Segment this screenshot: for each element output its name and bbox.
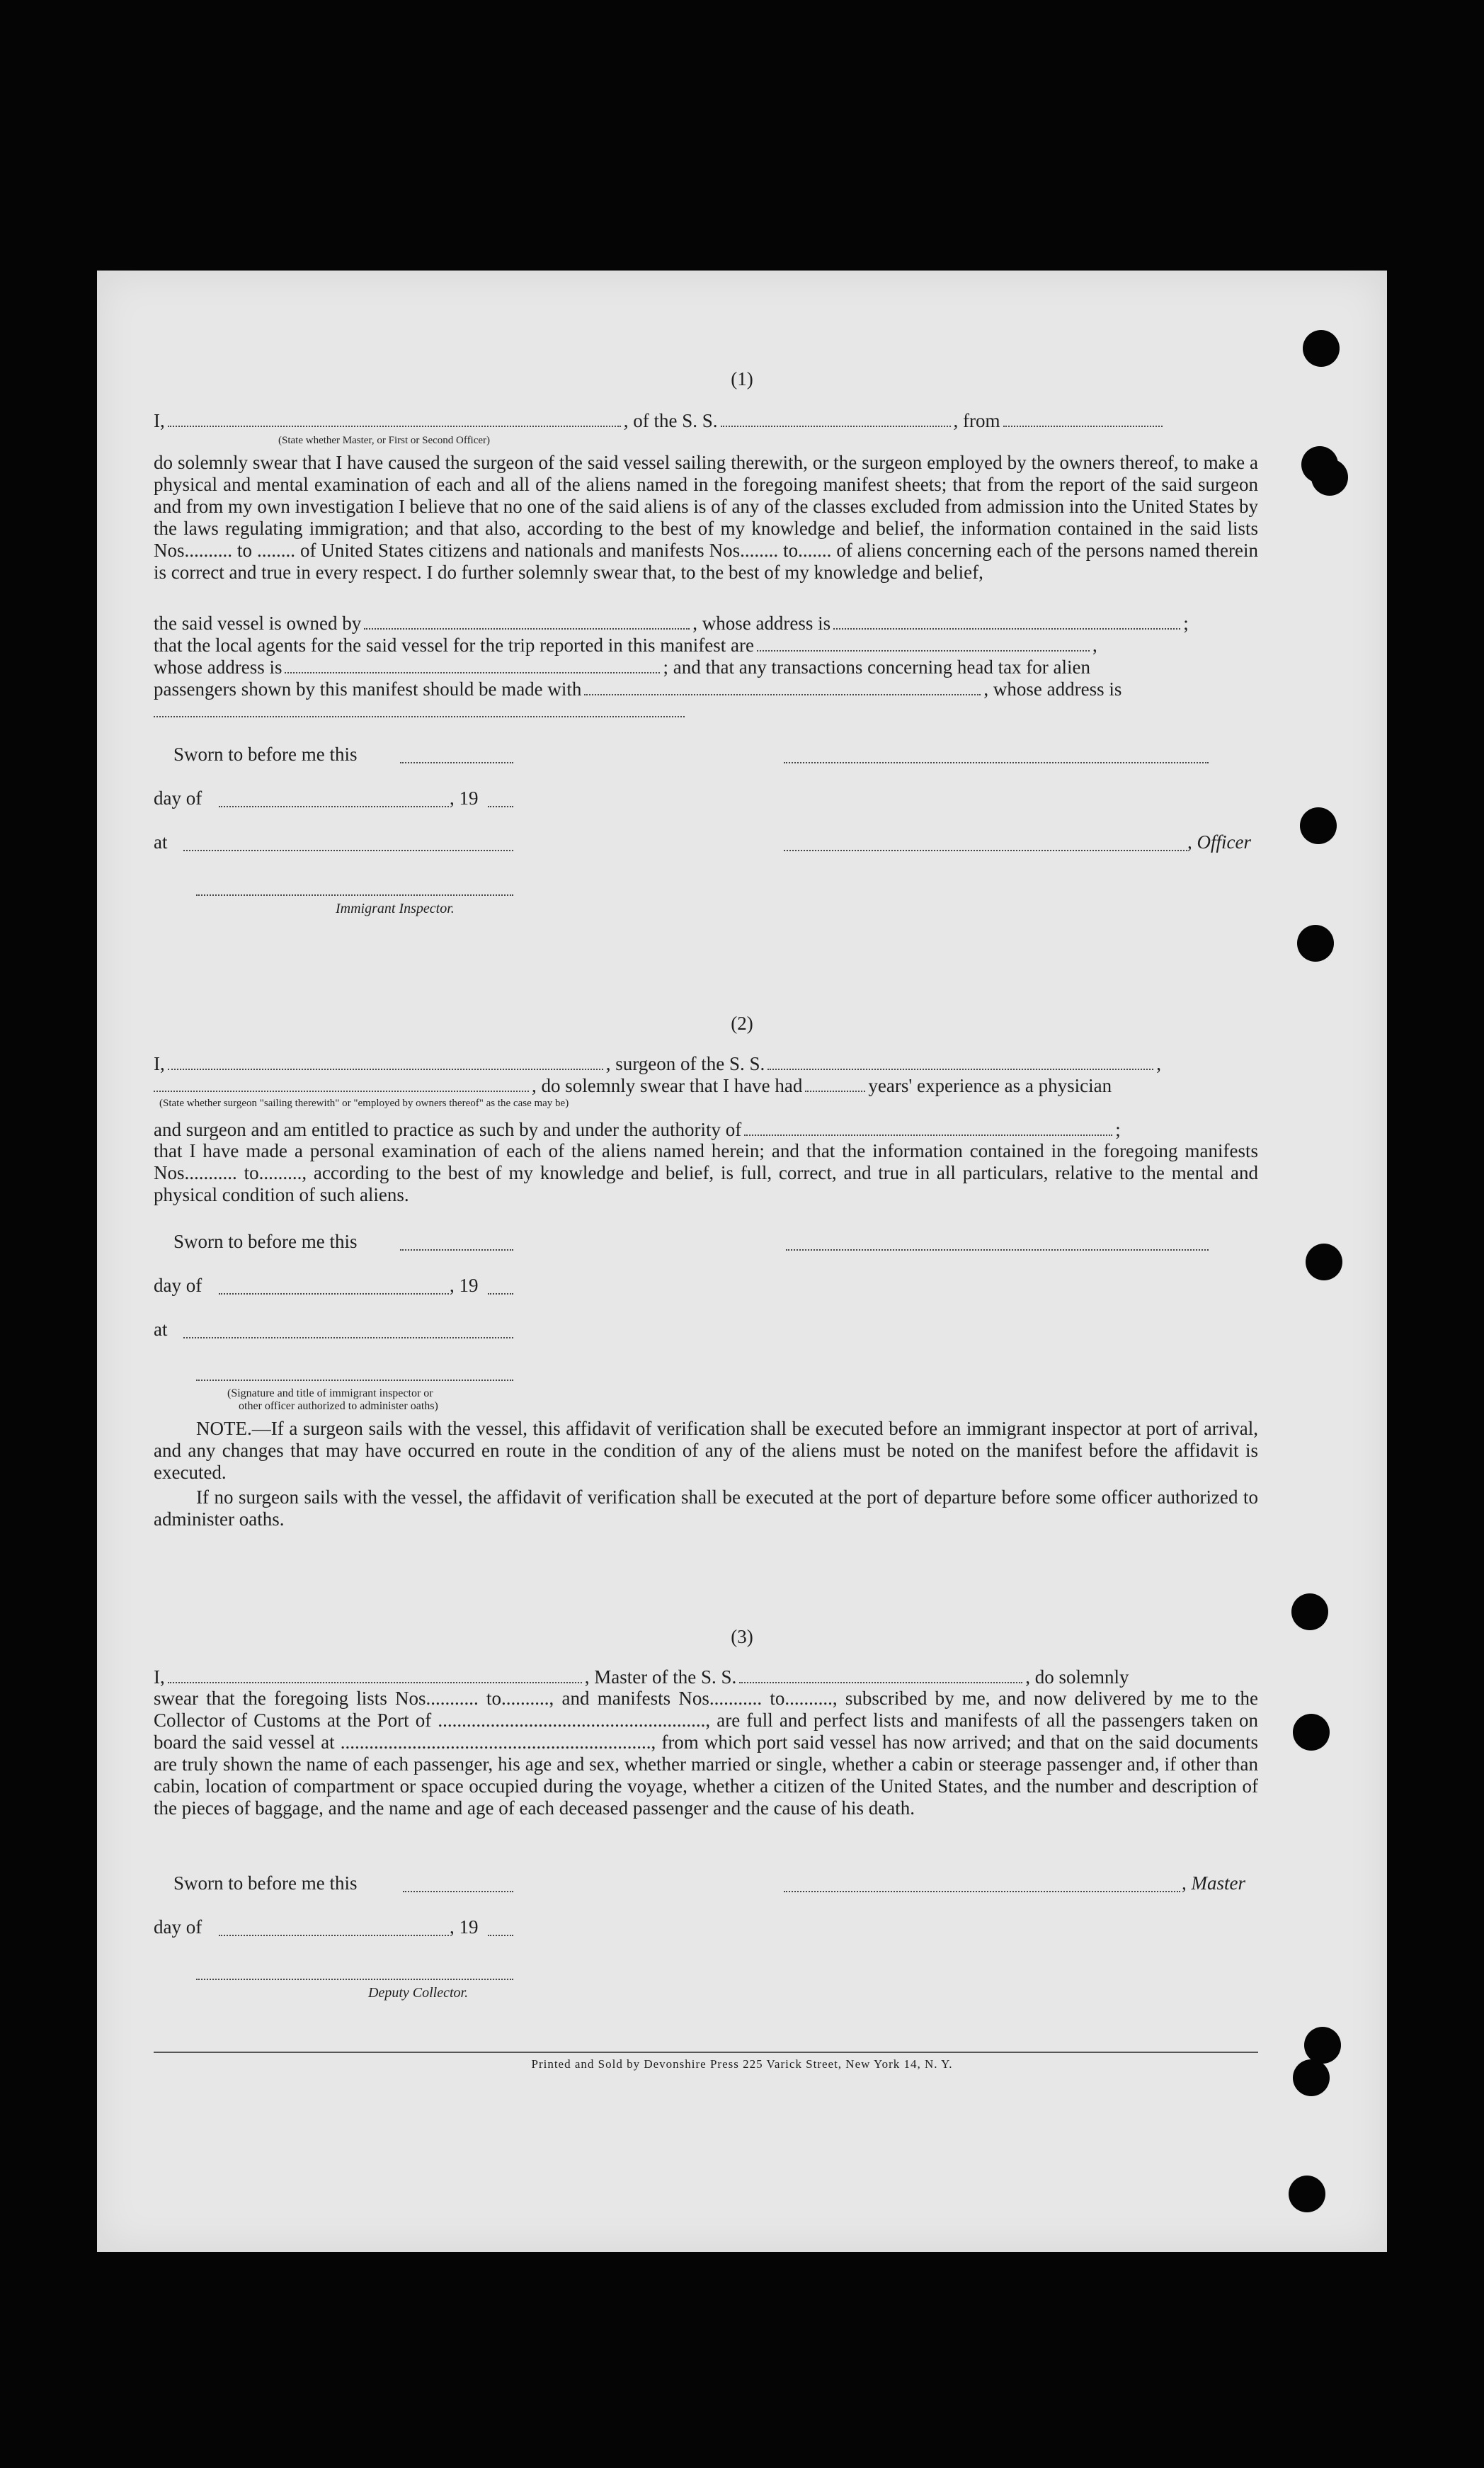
blank-head-tax-address[interactable] (154, 715, 685, 717)
text-owned-by: the said vessel is owned by (154, 613, 362, 634)
blank-official-signature[interactable] (196, 1379, 513, 1381)
text-i: I, (154, 410, 165, 431)
blank-surgeon-status[interactable] (154, 1090, 529, 1092)
section-3-number: (3) (731, 1626, 753, 1647)
text-do-solemnly: , do solemnly swear that I have had (532, 1075, 803, 1096)
blank-years[interactable] (805, 1090, 865, 1092)
section-3-line-1 (154, 1666, 1258, 1688)
blank-year-1[interactable] (488, 805, 513, 807)
day-of-label-1: day of (154, 787, 202, 809)
text-passengers: passengers shown by this manifest should be made with (154, 678, 582, 700)
text-i-2: I, (154, 1053, 165, 1074)
section-2-body: that I have made a personal examination of each of the aliens named herein; and that the information contained in the foregoing manifests Nos........... to........., according to the best of my knowledge and belief, is full, correct, and true in all particulars, relative to the mental and physical condition of such aliens. (154, 1140, 1258, 1205)
punch-hole (1289, 2176, 1325, 2212)
officer-hint: (State whether Master, or First or Second Officer) (278, 435, 491, 446)
blank-authority[interactable] (744, 1134, 1112, 1136)
text-whose-address-2: whose address is (154, 656, 282, 678)
section-2-number: (2) (731, 1013, 753, 1034)
section-1-line-1 (154, 409, 1258, 432)
blank-signature-1[interactable] (784, 761, 1209, 763)
punch-hole (1304, 2027, 1341, 2064)
punch-hole (1297, 925, 1334, 962)
sworn-label-2: Sworn to before me this (173, 1231, 358, 1252)
note-paragraph-2: If no surgeon sails with the vessel, the affidavit of verification shall be executed at the port of departure before some officer authorized to administer oaths. (154, 1486, 1258, 1530)
punch-hole (1291, 1593, 1328, 1630)
blank-year-3[interactable] (488, 1934, 513, 1936)
blank-deputy-signature[interactable] (196, 1978, 513, 1980)
text-surgeon-of: , surgeon of the S. S. (605, 1053, 765, 1074)
section-1-body: do solemnly swear that I have caused the surgeon of the said vessel sailing therewith, or the surgeon employed by the owners thereof, to make a physical and mental examination of each and all of the aliens named in the foregoing manifest sheets; that from the report of the said surgeon and from my own investigation I believe that no one of the said aliens is of any of the classes excluded from admission into the United States by the laws regulating immigration; and that also, according to the best of my knowledge and belief, the information contained in the said lists Nos.......... to ........ of United States citizens and nationals and manifests Nos........ to....... of aliens concerning each of the persons named therein is correct and true in every respect. I do further solemnly swear that, to the best of my knowledge and belief, (154, 452, 1258, 583)
printer-footer: Printed and Sold by Devonshire Press 225 Varick Street, New York 14, N. Y. (531, 2057, 953, 2071)
blank-master-vessel[interactable] (739, 1681, 1022, 1683)
text-head-tax: ; and that any transactions concerning head tax for alien (663, 656, 1091, 678)
text-of-ss: , of the S. S. (623, 410, 718, 431)
blank-officer-name[interactable] (168, 425, 621, 427)
blank-at-1[interactable] (183, 849, 513, 851)
blank-master-name[interactable] (168, 1681, 582, 1683)
note-paragraph-1: NOTE.—If a surgeon sails with the vessel, this affidavit of verification shall be executed before an immigrant inspector at port of arrival, and any changes that may have occurred en route in the condition of any of the aliens must be noted on the manifest before the affidavit is executed. (154, 1418, 1258, 1483)
text-i-3: I, (154, 1666, 165, 1688)
text-do-solemnly-3: , do solemnly (1025, 1666, 1129, 1688)
agents-line: that the local agents for the said vessel for the trip reported in this manifest are , (154, 635, 1097, 656)
blank-officer-signature[interactable] (784, 849, 1187, 851)
day-of-label-2: day of (154, 1275, 202, 1296)
blank-agents[interactable] (757, 649, 1090, 652)
year-label-1: , 19 (450, 787, 479, 809)
punch-hole (1306, 1244, 1342, 1280)
text-agents: that the local agents for the said vessel for the trip reported in this manifest are (154, 635, 754, 656)
at-label-2: at (154, 1319, 168, 1340)
day-of-label-3: day of (154, 1916, 202, 1938)
sig-hint-1: (Signature and title of immigrant inspector or (227, 1387, 433, 1399)
blank-vessel-name[interactable] (721, 425, 951, 427)
blank-surgeon-name[interactable] (168, 1068, 603, 1070)
agents-address-line (154, 656, 1258, 678)
text-whose-address: , whose address is (692, 613, 831, 634)
blank-sworn-day-2[interactable] (400, 1249, 513, 1251)
form-page (97, 271, 1387, 2252)
blank-from-port[interactable] (1003, 425, 1163, 427)
deputy-label: Deputy Collector. (368, 1985, 469, 2001)
inspector-label: Immigrant Inspector. (336, 901, 455, 916)
blank-month-1[interactable] (219, 805, 449, 807)
text-years-experience: years' experience as a physician (868, 1075, 1112, 1096)
blank-agents-address[interactable] (285, 671, 660, 673)
year-label-2: , 19 (450, 1275, 479, 1296)
officer-label: , Officer (1187, 831, 1251, 853)
section-3-body: swear that the foregoing lists Nos........... to.........., and manifests Nos........... to.........., subscribed by me, and now delivered by me to the Collector of Customs at the Port of ........................................................, are full and perfect lists and manifests of all the passengers taken on board the said vessel at ................................................................., from which port said vessel has now arrived; and that on the said documents are truly shown the name of each passenger, his age and sex, whether married or single, whether a cabin or steerage passenger and, if other than cabin, location of compartment or space occupied during the voyage, whether a citizen of the United States, and the number and description of the pieces of baggage, and the name and age of each deceased passenger and the cause of his death. (154, 1688, 1258, 1819)
footer-rule (154, 2052, 1258, 2053)
punch-hole (1293, 1714, 1330, 1751)
surgeon-hint: (State whether surgeon "sailing therewith" or "employed by owners thereof" as the case may be) (159, 1098, 569, 1109)
year-label-3: , 19 (450, 1916, 479, 1938)
text-master-of: , Master of the S. S. (584, 1666, 737, 1688)
master-label: , Master (1182, 1872, 1245, 1894)
punch-hole (1300, 807, 1337, 844)
section-2-line-2 (154, 1074, 1258, 1097)
section-2-line-1: I, , surgeon of the S. S. , (154, 1053, 1162, 1074)
blank-head-tax-party[interactable] (584, 693, 981, 695)
text-from: , from (953, 410, 1000, 431)
section-1-number: (1) (731, 368, 753, 389)
passengers-line (154, 678, 1258, 700)
blank-at-2[interactable] (183, 1336, 513, 1338)
at-label-1: at (154, 831, 168, 853)
section-2-line-3: and surgeon and am entitled to practice as such by and under the authority of ; (154, 1119, 1121, 1140)
blank-month-3[interactable] (219, 1934, 449, 1936)
punch-hole (1303, 330, 1340, 367)
sworn-label-3: Sworn to before me this (173, 1872, 358, 1894)
blank-month-2[interactable] (219, 1292, 449, 1295)
sig-hint-2: other officer authorized to administer oaths) (239, 1400, 438, 1412)
punch-hole (1293, 2059, 1330, 2096)
punch-hole (1311, 459, 1348, 496)
text-whose-address-3: , whose address is (983, 678, 1122, 700)
blank-surgeon-vessel[interactable] (767, 1068, 1153, 1070)
text-authority: and surgeon and am entitled to practice as such by and under the authority of (154, 1119, 742, 1140)
blank-owner-address[interactable] (833, 627, 1180, 630)
blank-master-signature[interactable] (784, 1890, 1180, 1892)
blank-sworn-day-1[interactable] (400, 761, 513, 763)
blank-signature-2[interactable] (786, 1249, 1209, 1251)
blank-sworn-day-3[interactable] (403, 1890, 513, 1892)
blank-inspector-signature[interactable] (196, 894, 513, 896)
blank-owner[interactable] (364, 627, 690, 630)
owned-by-line: the said vessel is owned by , whose address is ; (154, 613, 1189, 634)
sworn-label-1: Sworn to before me this (173, 744, 358, 765)
blank-year-2[interactable] (488, 1292, 513, 1295)
